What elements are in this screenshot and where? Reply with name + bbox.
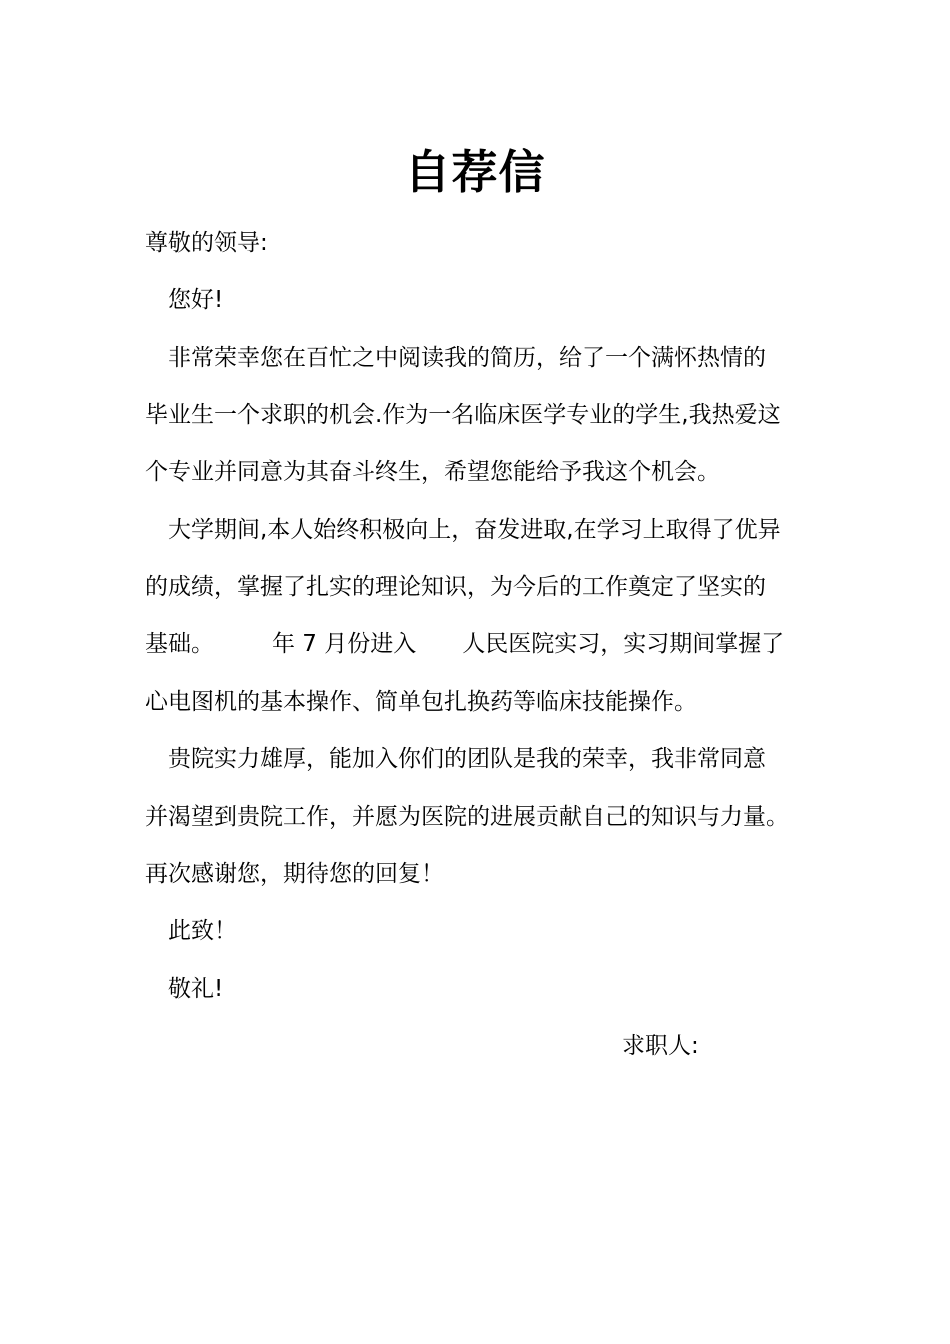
greeting: 您好! xyxy=(168,287,224,313)
paragraph-2-line-2: 的成绩，掌握了扎实的理论知识，为今后的工作奠定了坚实的 xyxy=(145,574,766,600)
paragraph-3-line-3: 再次感谢您，期待您的回复！ xyxy=(145,861,444,887)
paragraph-1-line-2: 毕业生一个求职的机会.作为一名临床医学专业的学生,我热爱这 xyxy=(145,402,781,428)
paragraph-2-line-1: 大学期间,本人始终积极向上，奋发进取,在学习上取得了优异 xyxy=(168,517,781,543)
letter-title: 自荐信 xyxy=(404,145,546,199)
salutation: 尊敬的领导: xyxy=(145,230,268,256)
paragraph-2-line-3-part-3: 人民医院实习，实习期间掌握了 xyxy=(462,631,785,657)
paragraph-2-line-3-part-1: 基础。 xyxy=(145,631,214,657)
paragraph-2-line-3 xyxy=(145,628,784,660)
closing-line-1: 此致！ xyxy=(168,918,237,944)
closing-line-2: 敬礼! xyxy=(168,976,224,1002)
paragraph-3-line-2: 并渴望到贵院工作，并愿为医院的进展贡献自己的知识与力量。 xyxy=(145,804,789,830)
paragraph-2-line-4: 心电图机的基本操作、简单包扎换药等临床技能操作。 xyxy=(145,689,697,715)
paragraph-3-line-1: 贵院实力雄厚，能加入你们的团队是我的荣幸，我非常同意 xyxy=(168,746,766,772)
paragraph-1-line-3: 个专业并同意为其奋斗终生，希望您能给予我这个机会。 xyxy=(145,459,720,485)
signature-label: 求职人: xyxy=(622,1033,699,1059)
paragraph-2-line-3-part-2: 年 7 月份进入 xyxy=(272,631,417,657)
paragraph-1-line-1: 非常荣幸您在百忙之中阅读我的简历，给了一个满怀热情的 xyxy=(168,345,766,371)
